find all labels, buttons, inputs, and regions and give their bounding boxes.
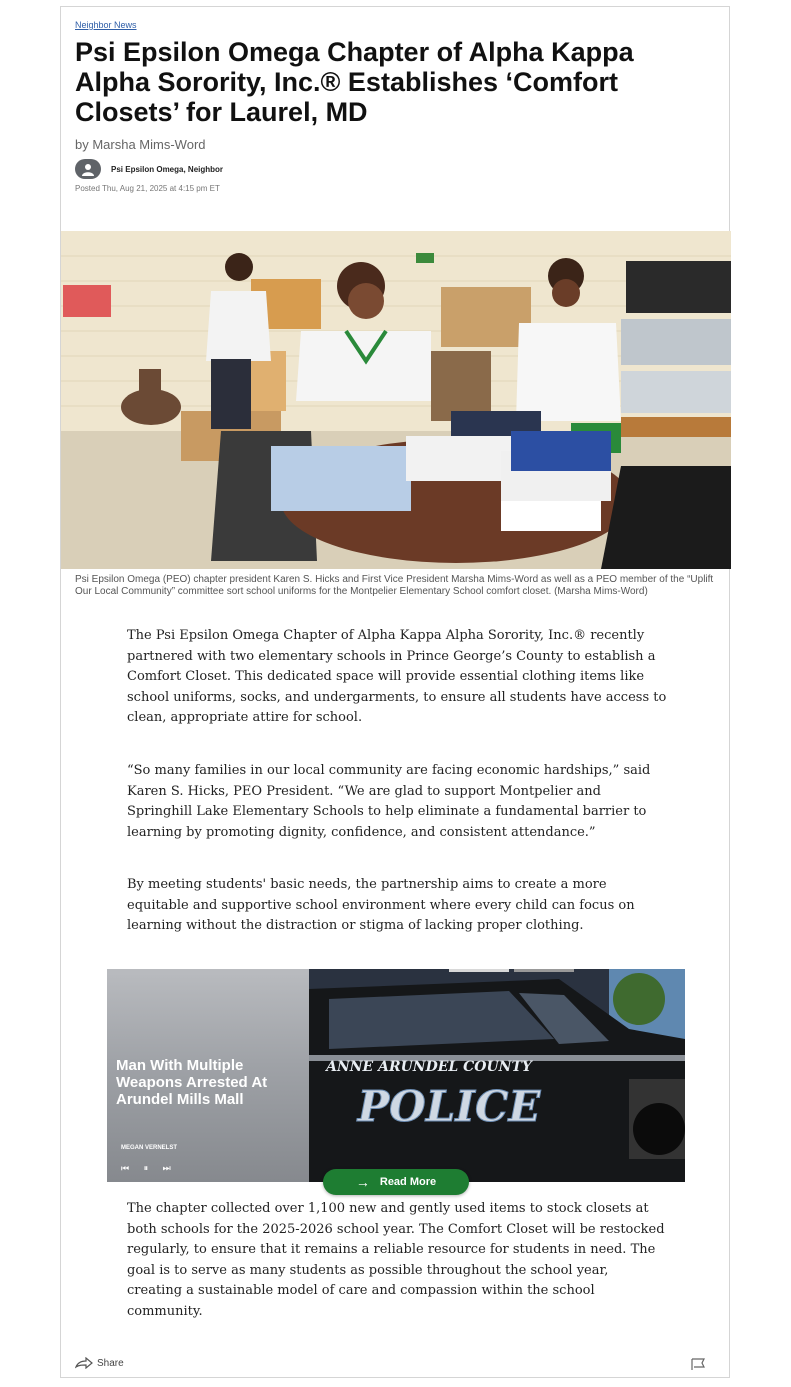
photo-caption: Psi Epsilon Omega (PEO) chapter president Karen S. Hicks and First Vice President Marsha Mims-Word as well as a PEO member of the “Uplift Our Local Community” committee sort school uniforms for the Montpelier Elementary School comfort closet. (Marsha Mims-Word) xyxy=(75,574,714,597)
read-more-button[interactable] xyxy=(323,1169,469,1195)
share-button[interactable] xyxy=(75,1357,124,1369)
skip-forward-icon[interactable]: ⏭ xyxy=(162,1163,177,1173)
skip-back-icon[interactable]: ⏮ xyxy=(121,1163,136,1173)
section-link[interactable]: Neighbor News xyxy=(75,20,137,30)
article-photo xyxy=(61,231,731,569)
article-card xyxy=(60,6,730,1378)
article-paragraph: The Psi Epsilon Omega Chapter of Alpha Kappa Alpha Sorority, Inc.® recently partnered with two elementary schools in Prince George’s County to establish a Comfort Closet. This dedicated space will provide essential clothing items like school uniforms, socks, and undergarments, to ensure all students have access to clean, appropriate attire for school. xyxy=(127,628,667,725)
video-player[interactable] xyxy=(107,969,685,1182)
author-row[interactable] xyxy=(75,158,715,180)
article-header xyxy=(61,7,729,193)
car-county-text: ANNE ARUNDEL COUNTY xyxy=(326,1059,532,1075)
pause-icon[interactable]: ⏸ xyxy=(143,1163,155,1173)
report-flag-icon[interactable] xyxy=(691,1357,707,1375)
video-headline[interactable]: Man With Multiple Weapons Arrested At Arundel Mills Mall xyxy=(116,1057,268,1108)
read-more-label: Read More xyxy=(379,1176,437,1188)
video-controls[interactable] xyxy=(121,1163,177,1174)
article-paragraph: By meeting students' basic needs, the partnership aims to create a more equitable and supportive school environment where every child can focus on learning without the distraction or stigma of lacking proper clothing. xyxy=(127,877,635,933)
car-police-text: POLICE xyxy=(357,1082,541,1131)
share-icon xyxy=(75,1357,93,1369)
video-info-panel xyxy=(107,969,309,1182)
video-byline: MEGAN VERNELST xyxy=(121,1145,178,1151)
article-title: Psi Epsilon Omega Chapter of Alpha Kappa Alpha Sorority, Inc.® Establishes ‘Comfort Closets’ for Laurel, MD xyxy=(75,37,634,127)
posted-date: Posted Thu, Aug 21, 2025 at 4:15 pm ET xyxy=(75,184,220,193)
video-frame[interactable] xyxy=(309,969,685,1182)
byline: by Marsha Mims-Word xyxy=(75,137,206,152)
article-paragraph: The chapter collected over 1,100 new and gently used items to stock closets at both schools for the 2025-2026 school year. The Comfort Closet will be restocked regularly, to ensure that it remains a reliable resource for students in need. The goal is to serve as many students as possible throughout the school year, creating a sustainable model of care and compassion within the school community. xyxy=(127,1201,665,1319)
article-paragraph: “So many families in our local community are facing economic hardships,” said Karen S. Hicks, PEO President. “We are glad to support Montpelier and Springhill Lake Elementary Schools to help eliminate a fundamental barrier to learning by promoting dignity, confidence, and consistent attendance.” xyxy=(127,763,651,840)
share-label: Share xyxy=(97,1357,124,1369)
avatar-icon xyxy=(75,159,101,179)
author-name[interactable]: Psi Epsilon Omega, Neighbor xyxy=(111,164,224,174)
arrow-right-icon: → xyxy=(355,1174,370,1190)
